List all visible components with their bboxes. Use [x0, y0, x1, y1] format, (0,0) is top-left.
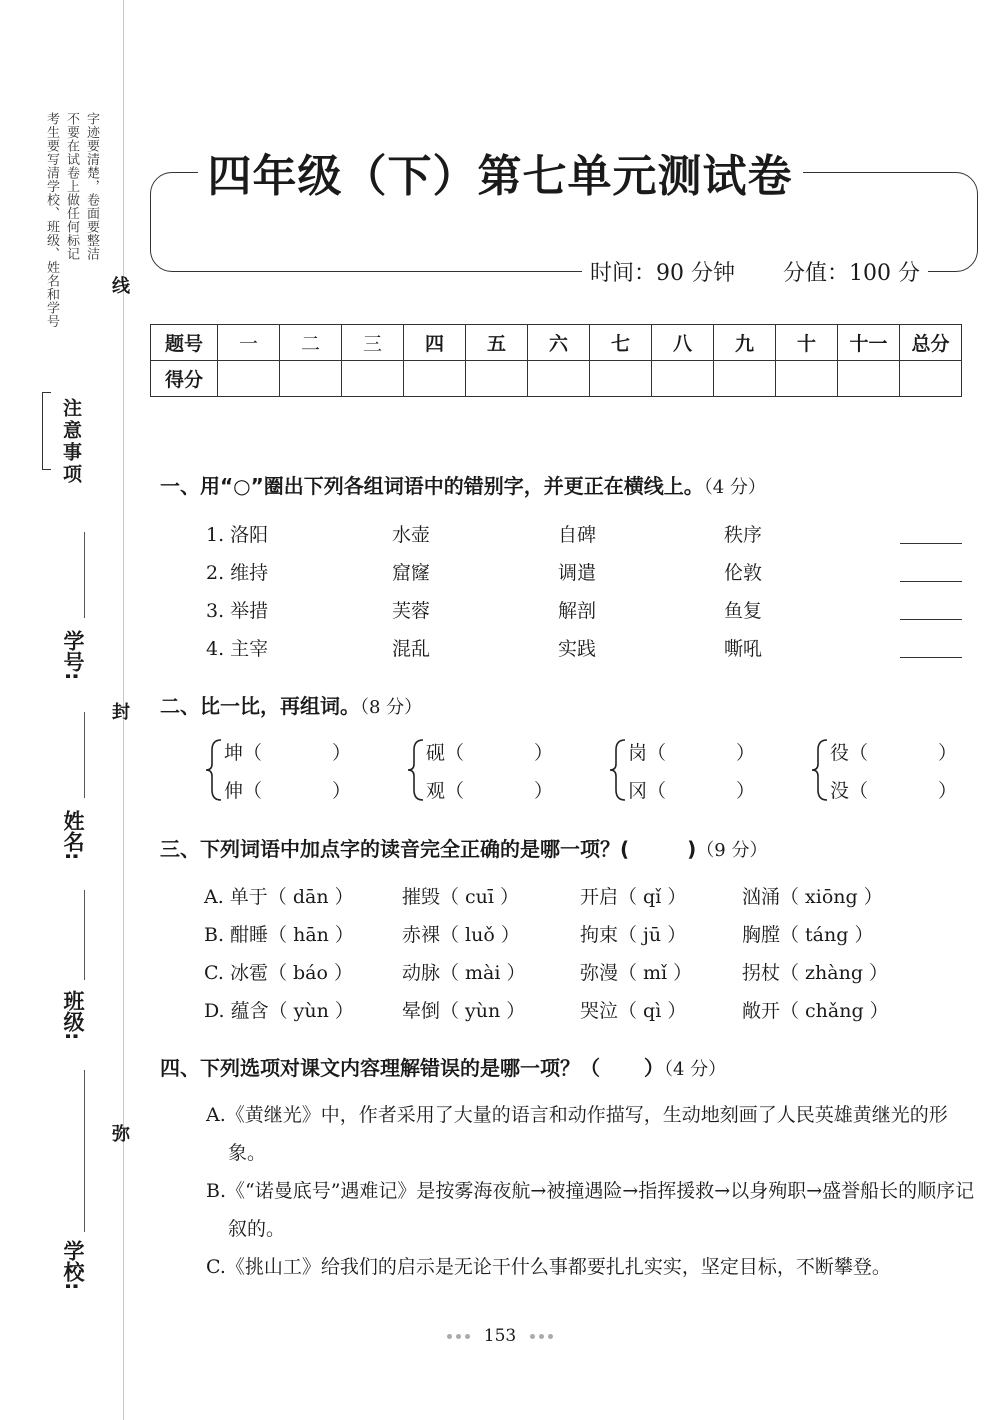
notice-heading: 注意事项 — [60, 398, 82, 486]
q3-option-item: 开启（ qǐ ） — [580, 886, 687, 908]
score-cell[interactable] — [342, 361, 404, 397]
q3-title-text: 三、下列词语中加点字的读音完全正确的是哪一项？( — [160, 837, 630, 861]
brace-icon — [406, 738, 426, 802]
q1-word: 实践 — [558, 638, 597, 660]
q2-title-text: 二、比一比，再组词。 — [160, 694, 360, 718]
q4-option-a: A.《黄继光》中，作者采用了大量的语言和动作描写，生动地刻画了人民英雄黄继光的形象。 — [206, 1104, 948, 1164]
q4-option-c: C.《挑山工》给我们的启示是无论干什么事都要扎扎实实，坚定目标，不断攀登。 — [206, 1256, 891, 1278]
score-cell[interactable] — [528, 361, 590, 397]
dot-icon — [530, 1334, 535, 1339]
q2-close-paren: ） — [736, 742, 756, 764]
score-col-header: 七 — [590, 325, 652, 361]
name-label: 姓名: — [61, 810, 85, 861]
cut-word-seal: 封 — [112, 702, 130, 723]
q3-option-item: 晕倒（ yùn ） — [402, 1000, 526, 1022]
brace-icon — [608, 738, 628, 802]
score-cell[interactable] — [838, 361, 900, 397]
q2-close-paren: ） — [332, 742, 352, 764]
score-cell[interactable] — [280, 361, 342, 397]
q1-answer-line[interactable] — [900, 543, 962, 544]
q4-title — [160, 1052, 726, 1081]
q3-option-item: 胸膛（ táng ） — [742, 924, 874, 946]
score-col-header: 四 — [404, 325, 466, 361]
school-label: 学校: — [61, 1240, 85, 1291]
score-table-header-row — [151, 325, 962, 361]
q2-close-paren: ） — [534, 742, 554, 764]
q3-option-item: 弥漫（ mǐ ） — [580, 962, 693, 984]
q1-word: 鱼复 — [724, 600, 763, 622]
q1-word: 芙蓉 — [392, 600, 431, 622]
score-table-row-label: 得分 — [151, 361, 218, 397]
score-col-header: 五 — [466, 325, 528, 361]
q1-word: 混乱 — [392, 638, 431, 660]
q3-option-item: A. 单于（ dān ） — [204, 886, 354, 908]
exam-info — [582, 256, 928, 287]
page-footer — [0, 1326, 1000, 1346]
brace-icon — [810, 738, 830, 802]
notice-bracket — [42, 392, 51, 470]
q2-score: （8 分） — [360, 697, 423, 718]
q2-char: 役（ — [830, 742, 869, 764]
q3-option-item: C. 冰雹（ báo ） — [204, 962, 353, 984]
q2-char: 砚（ — [426, 742, 465, 764]
q3-option-item: D. 蕴含（ yùn ） — [204, 1000, 354, 1022]
brace-icon — [204, 738, 224, 802]
q1-word: 调遣 — [558, 562, 597, 584]
score-cell[interactable] — [218, 361, 280, 397]
score-col-header: 六 — [528, 325, 590, 361]
score-col-header: 九 — [714, 325, 776, 361]
q2-close-paren: ） — [534, 780, 554, 802]
q1-title — [160, 470, 766, 499]
score-col-header: 三 — [342, 325, 404, 361]
q2-close-paren: ） — [332, 780, 352, 802]
q1-word: 水壶 — [392, 524, 431, 546]
page-title — [0, 140, 1000, 204]
q2-title — [160, 690, 422, 719]
score-col-header: 十一 — [838, 325, 900, 361]
score-table-score-row — [151, 361, 962, 397]
q3-title — [160, 833, 767, 862]
dot-icon — [539, 1334, 544, 1339]
q4-title-end: ） — [644, 1056, 664, 1080]
score-col-header: 八 — [652, 325, 714, 361]
q2-close-paren: ） — [938, 780, 958, 802]
student-id-label: 学号: — [61, 630, 85, 681]
q1-word: 解剖 — [558, 600, 597, 622]
q2-char: 冈（ — [628, 780, 667, 802]
score-col-header: 十 — [776, 325, 838, 361]
q3-title-end: ) — [687, 837, 697, 861]
score-cell[interactable] — [776, 361, 838, 397]
q2-char: 坤（ — [224, 742, 263, 764]
q1-title-text: 一、用“○”圈出下列各组词语中的错别字，并更正在横线上。 — [160, 474, 704, 498]
notice-line-1: 考生要写清学校、班级、姓名和学号 — [44, 112, 59, 328]
q3-option-item: 汹涌（ xiōng ） — [742, 886, 883, 908]
score-cell[interactable] — [590, 361, 652, 397]
score-table-row-label: 题号 — [151, 325, 218, 361]
q1-word: 4. 主宰 — [206, 638, 269, 660]
q4-title-text: 四、下列选项对课文内容理解错误的是哪一项？（ — [160, 1056, 600, 1080]
q1-word: 3. 举措 — [206, 600, 269, 622]
q2-char: 伸（ — [224, 780, 263, 802]
score-cell[interactable] — [652, 361, 714, 397]
q3-option-item: 摧毁（ cuī ） — [402, 886, 520, 908]
q3-option-item: 敞开（ chǎng ） — [742, 1000, 889, 1022]
notice-line-3: 字迹要清楚，卷面要整洁 — [84, 112, 99, 261]
page-number: 153 — [483, 1326, 517, 1346]
q1-score: （4 分） — [703, 477, 766, 498]
score-col-header: 二 — [280, 325, 342, 361]
score-col-header: 一 — [218, 325, 280, 361]
score-cell[interactable] — [466, 361, 528, 397]
q4-option-b: B.《“诺曼底号”遇难记》是按雾海夜航→被撞遇险→指挥援救→以身殉职→盛誉船长的顺序记叙的。 — [206, 1180, 975, 1240]
exam-time: 时间：90 分钟 — [590, 261, 735, 286]
q2-char: 观（ — [426, 780, 465, 802]
name-field-line[interactable] — [84, 712, 85, 798]
cut-word-close: 弥 — [112, 1124, 130, 1145]
score-cell[interactable] — [404, 361, 466, 397]
q1-word: 秩序 — [724, 524, 763, 546]
q2-char: 岗（ — [628, 742, 667, 764]
q4-score: （4 分） — [664, 1059, 727, 1080]
q2-close-paren: ） — [736, 780, 756, 802]
dot-icon — [465, 1334, 470, 1339]
class-field-line[interactable] — [84, 890, 85, 980]
q2-close-paren: ） — [938, 742, 958, 764]
cut-word-line: 线 — [112, 276, 130, 297]
student-id-field-line[interactable] — [84, 532, 85, 618]
score-total-header: 总分 — [900, 325, 962, 361]
q3-option-item: 赤裸（ luǒ ） — [402, 924, 520, 946]
score-table — [150, 324, 962, 397]
notice-line-2: 不要在试卷上做任何标记 — [64, 112, 79, 261]
school-field-line[interactable] — [84, 1070, 85, 1232]
q1-word: 自碑 — [558, 524, 597, 546]
q1-answer-line[interactable] — [900, 619, 962, 620]
q3-option-item: 哭泣（ qì ） — [580, 1000, 687, 1022]
score-total-cell[interactable] — [900, 361, 962, 397]
q1-word: 窟窿 — [392, 562, 431, 584]
score-cell[interactable] — [714, 361, 776, 397]
q3-option-item: B. 酣睡（ hān ） — [204, 924, 354, 946]
q3-score: （9 分） — [696, 840, 768, 861]
q3-option-item: 动脉（ mài ） — [402, 962, 526, 984]
q1-word: 伦敦 — [724, 562, 763, 584]
q1-word: 1. 洛阳 — [206, 524, 269, 546]
dot-icon — [456, 1334, 461, 1339]
exam-total-score: 分值：100 分 — [783, 261, 920, 286]
class-label: 班级: — [61, 990, 85, 1041]
q1-word: 2. 维持 — [206, 562, 269, 584]
q3-option-item: 拘束（ jū ） — [580, 924, 687, 946]
q1-word: 嘶吼 — [724, 638, 763, 660]
q2-char: 没（ — [830, 780, 869, 802]
page-title-text: 四年级（下）第七单元测试卷 — [198, 151, 803, 202]
dot-icon — [447, 1334, 452, 1339]
dot-icon — [548, 1334, 553, 1339]
q1-answer-line[interactable] — [900, 581, 962, 582]
q3-option-item: 拐杖（ zhàng ） — [742, 962, 889, 984]
q1-answer-line[interactable] — [900, 657, 962, 658]
